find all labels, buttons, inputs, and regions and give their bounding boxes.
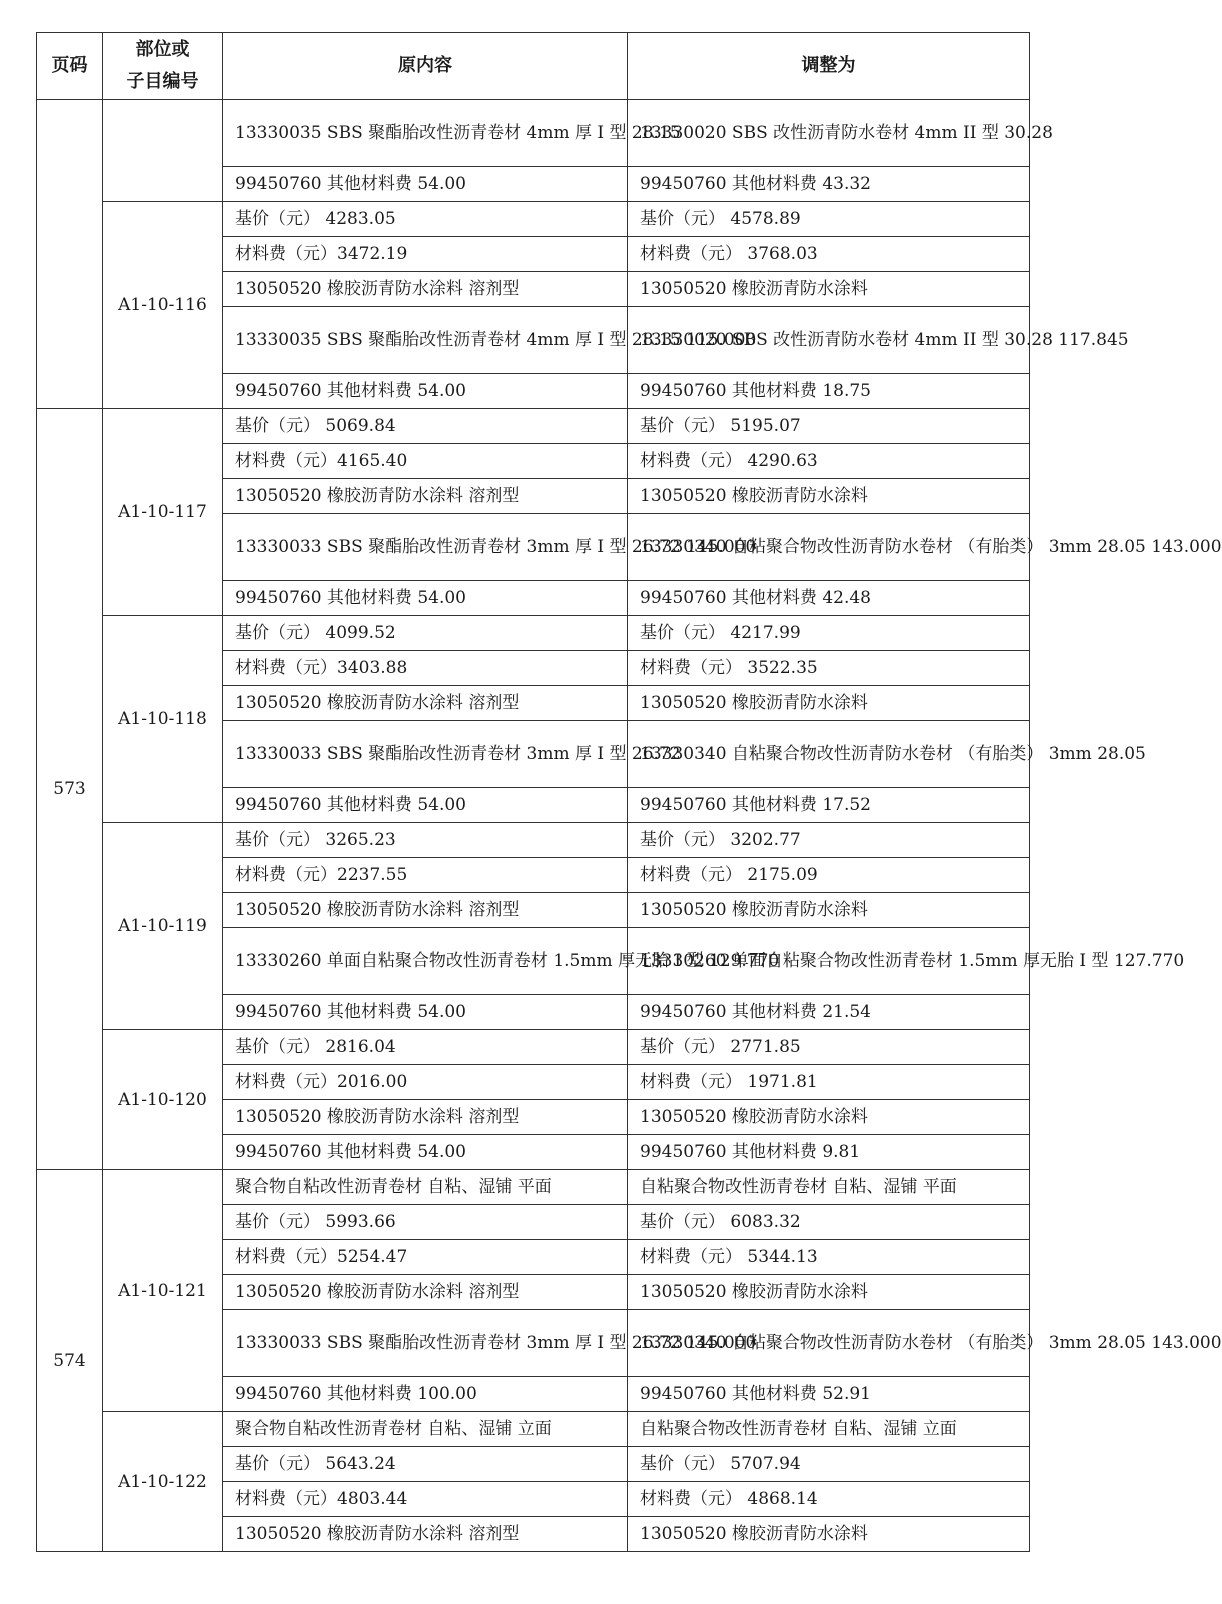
adjusted-content-cell: 基价（元） 5707.94: [628, 1447, 1030, 1482]
adjusted-content-cell: 13050520 橡胶沥青防水涂料: [628, 272, 1030, 307]
page-number-cell: 574: [37, 1170, 103, 1552]
item-code-cell: A1-10-117: [103, 409, 223, 616]
table-row: [37, 616, 1030, 651]
original-content-cell: 13330033 SBS 聚酯胎改性沥青卷材 3mm 厚 I 型 26.72 145.000: [223, 1310, 628, 1377]
original-content-cell: 材料费（元）3472.19: [223, 237, 628, 272]
adjusted-content-cell: 基价（元） 2771.85: [628, 1030, 1030, 1065]
adjusted-content-cell: 13050520 橡胶沥青防水涂料: [628, 1100, 1030, 1135]
header-row: [37, 33, 1030, 100]
header-code-line1: 部位或: [135, 39, 190, 60]
adjusted-content-cell: 99450760 其他材料费 42.48: [628, 581, 1030, 616]
original-content-cell: 材料费（元）5254.47: [223, 1240, 628, 1275]
table-row: [37, 409, 1030, 444]
adjusted-content-cell: 自粘聚合物改性沥青卷材 自粘、湿铺 平面: [628, 1170, 1030, 1205]
adjusted-content-cell: 材料费（元） 5344.13: [628, 1240, 1030, 1275]
original-content-cell: 基价（元） 3265.23: [223, 823, 628, 858]
item-code-cell: A1-10-116: [103, 202, 223, 409]
adjusted-content-cell: 基价（元） 4578.89: [628, 202, 1030, 237]
table-row: [37, 1170, 1030, 1205]
original-content-cell: 材料费（元）2016.00: [223, 1065, 628, 1100]
adjusted-content-cell: 13330260 单面自粘聚合物改性沥青卷材 1.5mm 厚无胎 I 型 127.770: [628, 928, 1030, 995]
original-content-cell: 13050520 橡胶沥青防水涂料 溶剂型: [223, 1100, 628, 1135]
adjusted-content-cell: 13050520 橡胶沥青防水涂料: [628, 1275, 1030, 1310]
table-body: [37, 100, 1222, 1552]
original-content-cell: 99450760 其他材料费 100.00: [223, 1377, 628, 1412]
original-content-cell: 99450760 其他材料费 54.00: [223, 1135, 628, 1170]
original-content-cell: 聚合物自粘改性沥青卷材 自粘、湿铺 立面: [223, 1412, 628, 1447]
adjusted-content-cell: 基价（元） 3202.77: [628, 823, 1030, 858]
item-code-cell: A1-10-120: [103, 1030, 223, 1170]
original-content-cell: 材料费（元）4165.40: [223, 444, 628, 479]
original-content-cell: 99450760 其他材料费 54.00: [223, 995, 628, 1030]
adjusted-content-cell: 13050520 橡胶沥青防水涂料: [628, 686, 1030, 721]
original-content-cell: 13330035 SBS 聚酯胎改性沥青卷材 4mm 厚 I 型 28.15: [223, 100, 628, 167]
adjusted-content-cell: 基价（元） 5195.07: [628, 409, 1030, 444]
page-number-cell: 573: [37, 409, 103, 1170]
adjusted-content-cell: 自粘聚合物改性沥青卷材 自粘、湿铺 立面: [628, 1412, 1030, 1447]
table-row: [37, 100, 1030, 167]
item-code-cell: [103, 100, 223, 202]
header-code-line2: 子目编号: [126, 71, 199, 92]
original-content-cell: 13330260 单面自粘聚合物改性沥青卷材 1.5mm 厚无胎 I 型 129.770: [223, 928, 628, 995]
original-content-cell: 基价（元） 2816.04: [223, 1030, 628, 1065]
page-number-cell: [37, 100, 103, 409]
adjusted-content-cell: 材料费（元） 1971.81: [628, 1065, 1030, 1100]
adjusted-content-cell: 99450760 其他材料费 9.81: [628, 1135, 1030, 1170]
original-content-cell: 13050520 橡胶沥青防水涂料 溶剂型: [223, 686, 628, 721]
adjusted-content-cell: 13050520 橡胶沥青防水涂料: [628, 893, 1030, 928]
adjusted-content-cell: 材料费（元） 4290.63: [628, 444, 1030, 479]
original-content-cell: 材料费（元）3403.88: [223, 651, 628, 686]
original-content-cell: 基价（元） 5993.66: [223, 1205, 628, 1240]
item-code-cell: A1-10-121: [103, 1170, 223, 1412]
original-content-cell: 基价（元） 5069.84: [223, 409, 628, 444]
adjusted-content-cell: 13330020 SBS 改性沥青防水卷材 4mm II 型 30.28: [628, 100, 1030, 167]
adjusted-content-cell: 材料费（元） 3522.35: [628, 651, 1030, 686]
adjusted-content-cell: 基价（元） 4217.99: [628, 616, 1030, 651]
original-content-cell: 聚合物自粘改性沥青卷材 自粘、湿铺 平面: [223, 1170, 628, 1205]
original-content-cell: 13050520 橡胶沥青防水涂料 溶剂型: [223, 893, 628, 928]
original-content-cell: 材料费（元）4803.44: [223, 1482, 628, 1517]
original-content-cell: 基价（元） 5643.24: [223, 1447, 628, 1482]
adjusted-content-cell: 材料费（元） 2175.09: [628, 858, 1030, 893]
header-adjusted: 调整为: [628, 33, 1030, 100]
original-content-cell: 材料费（元）2237.55: [223, 858, 628, 893]
original-content-cell: 基价（元） 4283.05: [223, 202, 628, 237]
adjusted-content-cell: 材料费（元） 3768.03: [628, 237, 1030, 272]
adjusted-content-cell: 基价（元） 6083.32: [628, 1205, 1030, 1240]
original-content-cell: 99450760 其他材料费 54.00: [223, 167, 628, 202]
original-content-cell: 13050520 橡胶沥青防水涂料 溶剂型: [223, 1517, 628, 1552]
adjusted-content-cell: 13330340 自粘聚合物改性沥青防水卷材 （有胎类） 3mm 28.05 143.000: [628, 514, 1030, 581]
original-content-cell: 99450760 其他材料费 54.00: [223, 581, 628, 616]
original-content-cell: 13330033 SBS 聚酯胎改性沥青卷材 3mm 厚 I 型 26.72: [223, 721, 628, 788]
adjusted-content-cell: 99450760 其他材料费 17.52: [628, 788, 1030, 823]
original-content-cell: 13330033 SBS 聚酯胎改性沥青卷材 3mm 厚 I 型 26.72 145.000: [223, 514, 628, 581]
adjusted-content-cell: 99450760 其他材料费 18.75: [628, 374, 1030, 409]
table-row: [37, 1030, 1030, 1065]
adjusted-content-cell: 13330340 自粘聚合物改性沥青防水卷材 （有胎类） 3mm 28.05: [628, 721, 1030, 788]
item-code-cell: A1-10-118: [103, 616, 223, 823]
original-content-cell: 13050520 橡胶沥青防水涂料 溶剂型: [223, 479, 628, 514]
adjusted-content-cell: 99450760 其他材料费 43.32: [628, 167, 1030, 202]
adjustment-table: [36, 32, 1222, 1552]
original-content-cell: 基价（元） 4099.52: [223, 616, 628, 651]
table-row: [37, 1412, 1030, 1447]
adjusted-content-cell: 13330020 SBS 改性沥青防水卷材 4mm II 型 30.28 117.845: [628, 307, 1030, 374]
item-code-cell: A1-10-119: [103, 823, 223, 1030]
item-code-cell: A1-10-122: [103, 1412, 223, 1552]
adjusted-content-cell: 13330340 自粘聚合物改性沥青防水卷材 （有胎类） 3mm 28.05 143.000: [628, 1310, 1030, 1377]
adjusted-content-cell: 99450760 其他材料费 52.91: [628, 1377, 1030, 1412]
original-content-cell: 13050520 橡胶沥青防水涂料 溶剂型: [223, 1275, 628, 1310]
original-content-cell: 99450760 其他材料费 54.00: [223, 374, 628, 409]
table-row: [37, 823, 1030, 858]
adjusted-content-cell: 13050520 橡胶沥青防水涂料: [628, 1517, 1030, 1552]
original-content-cell: 13330035 SBS 聚酯胎改性沥青卷材 4mm 厚 I 型 28.15 115.000: [223, 307, 628, 374]
header-code: [103, 33, 223, 100]
header-original: 原内容: [223, 33, 628, 100]
adjusted-content-cell: 材料费（元） 4868.14: [628, 1482, 1030, 1517]
original-content-cell: 99450760 其他材料费 54.00: [223, 788, 628, 823]
adjusted-content-cell: 13050520 橡胶沥青防水涂料: [628, 479, 1030, 514]
table-row: [37, 202, 1030, 237]
original-content-cell: 13050520 橡胶沥青防水涂料 溶剂型: [223, 272, 628, 307]
header-page: 页码: [37, 33, 103, 100]
adjusted-content-cell: 99450760 其他材料费 21.54: [628, 995, 1030, 1030]
